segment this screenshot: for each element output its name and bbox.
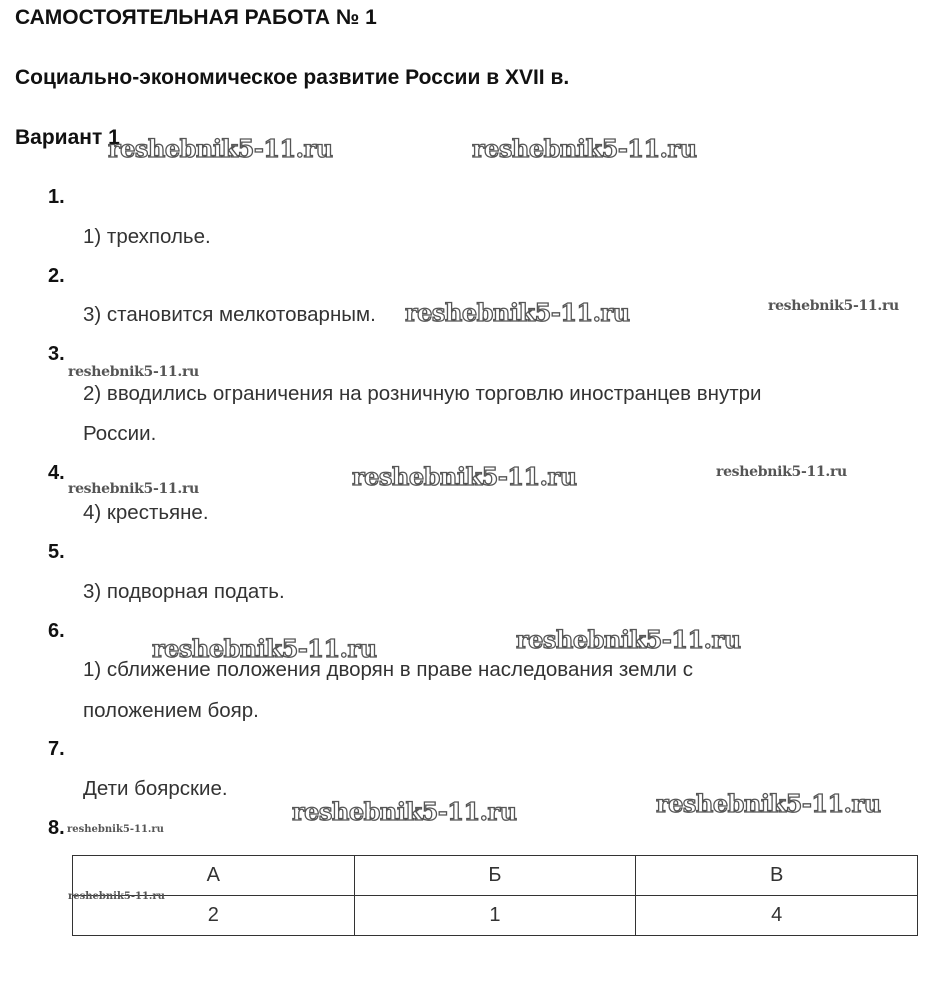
question-number: 4. [48,462,65,484]
watermark: reshebnik5-11.ru [656,789,881,818]
answer-text: 4) крестьяне. [83,501,209,524]
watermark: reshebnik5-11.ru [352,462,577,491]
table-header-row [73,856,918,896]
answer-text-line1: 2) вводились ограничения на розничную торговлю иностранцев внутри [83,382,762,405]
watermark: reshebnik5-11.ru [716,464,847,480]
answer-table [72,855,918,936]
table-cell: 1 [354,896,636,936]
answer-text: 3) становится мелкотоварным. [83,303,376,326]
watermark: reshebnik5-11.ru [768,298,899,314]
question-number: 6. [48,620,65,642]
answer-text: 3) подворная подать. [83,580,285,603]
answer-text-line2: положением бояр. [83,699,259,722]
watermark: reshebnik5-11.ru [516,625,741,654]
table-cell: 2 [73,896,355,936]
watermark: reshebnik5-11.ru [68,364,199,380]
table-header-cell: В [636,856,918,896]
page-subtitle: Социально-экономическое развитие России в XVII в. [15,66,570,89]
table-row [73,896,918,936]
watermark: reshebnik5-11.ru [68,891,165,902]
watermark: reshebnik5-11.ru [152,634,377,663]
question-number: 1. [48,186,65,208]
answer-text-line1: 1) сближение положения дворян в праве наследования земли с [83,658,693,681]
watermark: reshebnik5-11.ru [292,797,517,826]
table-header-cell: А [73,856,355,896]
answer-text: Дети боярские. [83,777,228,800]
question-number: 5. [48,541,65,563]
watermark: reshebnik5-11.ru [472,134,697,163]
watermark: reshebnik5-11.ru [67,824,164,835]
page-title: САМОСТОЯТЕЛЬНАЯ РАБОТА № 1 [15,6,377,29]
watermark: reshebnik5-11.ru [108,134,333,163]
watermark: reshebnik5-11.ru [405,298,630,327]
question-number: 3. [48,343,65,365]
table-cell: 4 [636,896,918,936]
answer-text: 1) трехполье. [83,225,211,248]
table-header-cell: Б [354,856,636,896]
watermark: reshebnik5-11.ru [68,481,199,497]
question-number: 7. [48,738,65,760]
variant-heading: Вариант 1 [15,126,120,149]
question-number: 8. [48,817,65,839]
answer-text-line2: России. [83,422,157,445]
question-number: 2. [48,265,65,287]
